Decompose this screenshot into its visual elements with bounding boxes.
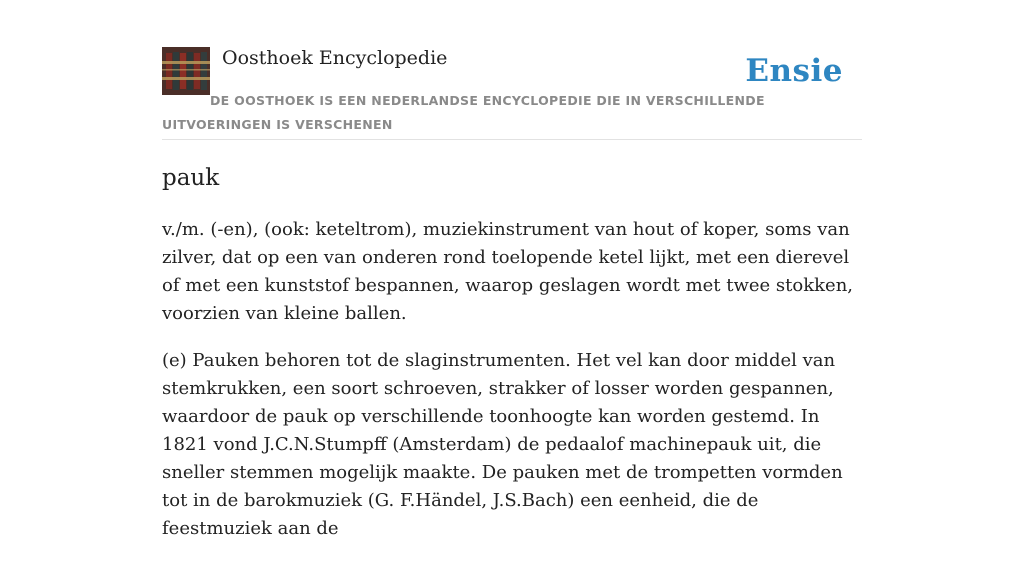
entry-title: pauk (162, 165, 220, 191)
ensie-logo[interactable]: Ensie (745, 53, 843, 89)
entry-paragraph: (e) Pauken behoren tot de slaginstrumenten. Het vel kan door middel van stemkrukken, een soort schroeven, strakker of losser worden gespannen, waardoor de pauk op verschillende toonhoogte kan worden gestemd. In 1821 vond J.C.N.Stumpff (Amsterdam) de pedaalof machinepauk uit, die sneller stemmen mogelijk maakte. De pauken met de trompetten vormden tot in de barokmuziek (G. F.Händel, J.S.Bach) een eenheid, die de feestmuziek aan de (162, 350, 843, 539)
site-header (162, 46, 862, 140)
entry-body (162, 216, 864, 562)
encyclopedia-avatar-icon[interactable] (162, 47, 210, 95)
site-tagline: DE OOSTHOEK IS EEN NEDERLANDSE ENCYCLOPEDIE DIE IN VERSCHILLENDE UITVOERINGEN IS VERSCHENEN (162, 93, 765, 132)
entry-paragraph: v./m. (-en), (ook: keteltrom), muziekinstrument van hout of koper, soms van zilver, dat op een van onderen rond toelopende ketel lijkt, met een dierevel of met een kunststof bespannen, waarop geslagen wordt met twee stokken, voorzien van kleine ballen. (162, 219, 854, 324)
site-title[interactable]: Oosthoek Encyclopedie (222, 47, 448, 69)
